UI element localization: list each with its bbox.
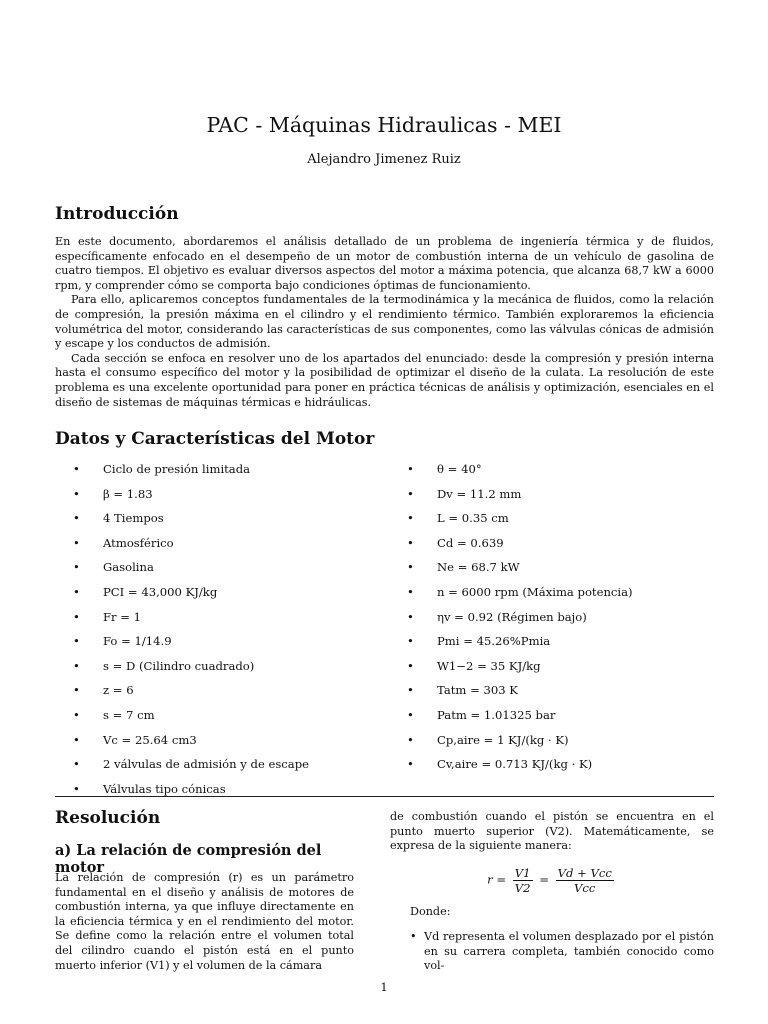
list-item: • Gasolina	[73, 560, 154, 575]
subsection-heading: a) La relación de compresión del motor	[55, 842, 322, 876]
list-item	[410, 930, 714, 974]
intro-heading: Introducción	[55, 204, 179, 224]
list-item: • W1−2 = 35 KJ/kg	[407, 658, 541, 673]
list-item: • 2 válvulas de admisión y de escape	[73, 757, 309, 772]
list-item: • Ne = 68.7 kW	[407, 560, 520, 575]
bullet-text: Vd representa el volumen desplazado por el pistón en su carrera completa, también conocido como vol-	[424, 930, 714, 973]
list-item: • Fr = 1	[73, 609, 142, 624]
datos-heading: Datos y Características del Motor	[55, 429, 375, 449]
list-item: • Tatm = 303 K	[407, 683, 518, 698]
compression-ratio-formula	[390, 866, 714, 895]
bullet-icon: •	[410, 930, 417, 943]
intro-paragraph: Para ello, aplicaremos conceptos fundamentales de la termodinámica y la mecánica de fluidos, como la relación de compresión, la presión máxima en el cilindro y el rendimiento térmico. También exploraremos la eficiencia volumétrica del motor, considerando las características de sus componentes, como las válvulas cónicas de admisión y escape y los conductos de admisión.	[55, 293, 714, 351]
list-item: • ηv = 0.92 (Régimen bajo)	[407, 609, 587, 624]
intro-body	[55, 235, 714, 410]
list-item: • 4 Tiempos	[73, 511, 164, 526]
list-item: • Pmi = 45.26%Pmia	[407, 634, 551, 649]
list-item: • θ = 40°	[407, 462, 482, 476]
list-item: • z = 6	[73, 683, 134, 698]
list-item: • Vc = 25.64 cm3	[73, 732, 197, 747]
page-number: 1	[380, 980, 388, 994]
resolucion-right-text: de combustión cuando el pistón se encuentra en el punto muerto superior (V2). Matemáticamente, se expresa de la siguiente manera:	[390, 810, 714, 853]
list-item: • Cp,aire = 1 KJ/(kg · K)	[407, 732, 569, 747]
donde-label: Donde:	[410, 905, 451, 918]
fraction-numerator: Vd + Vcc	[557, 866, 612, 880]
formula-equals: =	[539, 872, 549, 887]
list-item: • Fo = 1/14.9	[73, 634, 172, 649]
resolucion-heading: Resolución	[55, 808, 161, 828]
list-item: • Patm = 1.01325 bar	[407, 707, 556, 722]
list-item: • n = 6000 rpm (Máxima potencia)	[407, 584, 633, 599]
list-item: • Atmosférico	[73, 535, 174, 550]
list-item: • L = 0.35 cm	[407, 511, 509, 526]
list-item: • s = 7 cm	[73, 707, 155, 722]
list-item: • Cd = 0.639	[407, 535, 504, 550]
fraction-denominator: V2	[514, 881, 531, 895]
author-name: Alejandro Jimenez Ruiz	[307, 152, 461, 167]
list-item: • PCI = 43,000 KJ/kg	[73, 584, 218, 599]
list-item: • Cv,aire = 0.713 KJ/(kg · K)	[407, 757, 593, 772]
document-title: PAC - Máquinas Hidraulicas - MEI	[206, 113, 562, 137]
datos-right-list	[407, 462, 717, 782]
formula-lhs: r =	[487, 872, 507, 887]
list-item: • Ciclo de presión limitada	[73, 462, 251, 476]
list-item: • Válvulas tipo cónicas	[73, 781, 226, 796]
fraction	[513, 866, 533, 895]
resolucion-left-text: La relación de compresión (r) es un parámetro fundamental en el diseño y análisis de motores de combustión interna, ya que influye directamente en la eficiencia térmica y en el rendimiento del motor. Se define como la relación entre el volumen total del cilindro cuando el pistón está en el punto muerto inferior (V1) y el volumen de la cámara	[55, 871, 354, 972]
fraction-denominator: Vcc	[574, 881, 596, 895]
fraction-numerator: V1	[514, 866, 531, 880]
list-item: • β = 1.83	[73, 486, 153, 501]
datos-left-list	[73, 462, 393, 806]
intro-paragraph: En este documento, abordaremos el análisis detallado de un problema de ingeniería térmica y de fluidos, específicamente enfocado en el desempeño de un motor de combustión interna de un vehículo de gasolina de cuatro tiempos. El objetivo es evaluar diversos aspectos del motor a máxima potencia, que alcanza 68,7 kW a 6000 rpm, y comprender cómo se comporta bajo condiciones óptimas de funcionamiento.	[55, 235, 714, 292]
fraction	[556, 866, 614, 895]
section-divider	[55, 796, 714, 797]
list-item: • Dv = 11.2 mm	[407, 486, 522, 501]
intro-paragraph: Cada sección se enfoca en resolver uno de los apartados del enunciado: desde la compresión y presión interna hasta el consumo específico del motor y la posibilidad de optimizar el diseño de la culata. La resolución de este problema es una excelente oportunidad para poner en práctica técnicas de análisis y optimización, esenciales en el diseño de sistemas de máquinas térmicas e hidráulicas.	[55, 351, 714, 409]
list-item: • s = D (Cilindro cuadrado)	[73, 658, 255, 673]
